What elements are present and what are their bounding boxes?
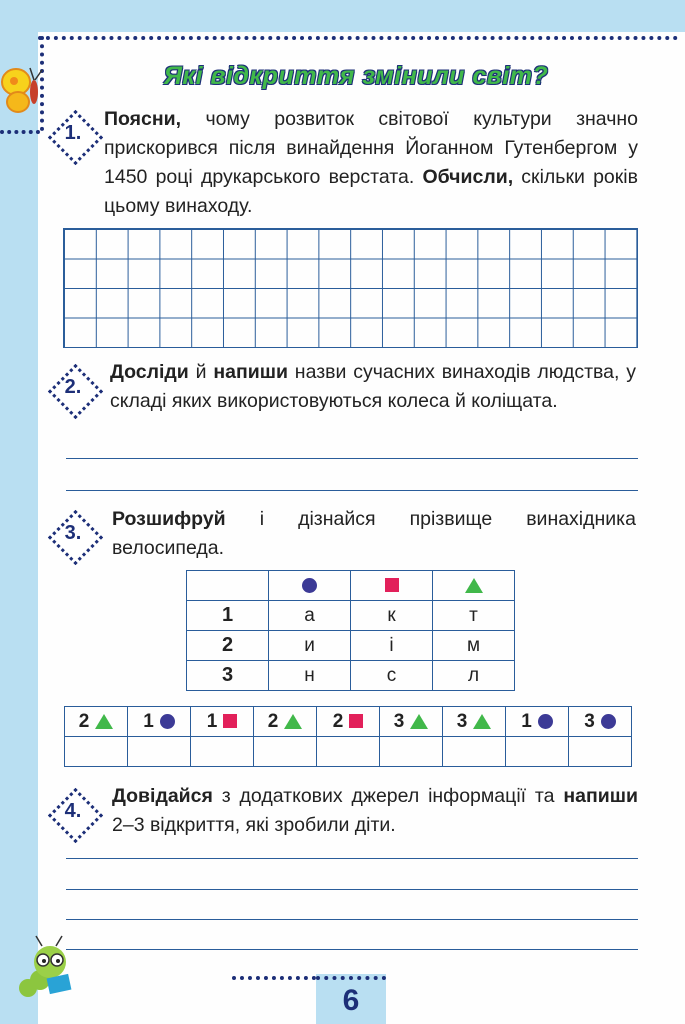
letter-answer-cell[interactable] xyxy=(65,737,128,767)
code-row xyxy=(65,707,632,737)
cipher-cell: м xyxy=(433,631,515,661)
cipher-cell: н xyxy=(269,661,351,691)
answer-line[interactable] xyxy=(66,949,638,950)
code-cell xyxy=(65,707,128,737)
calculation-grid[interactable] xyxy=(63,228,638,348)
letter-answer-cell[interactable] xyxy=(569,737,632,767)
square-icon xyxy=(223,714,237,728)
cipher-header-empty xyxy=(187,571,269,601)
cipher-row-key: 3 xyxy=(187,661,269,691)
square-icon xyxy=(385,578,399,592)
letter-answer-cell[interactable] xyxy=(254,737,317,767)
triangle-icon xyxy=(284,714,302,729)
cipher-cell: і xyxy=(351,631,433,661)
letter-answer-cell[interactable] xyxy=(317,737,380,767)
letter-answer-cell[interactable] xyxy=(380,737,443,767)
code-number: 2 xyxy=(332,710,344,732)
letter-answer-cell[interactable] xyxy=(506,737,569,767)
code-cell xyxy=(191,707,254,737)
cipher-row-key: 1 xyxy=(187,601,269,631)
cipher-cell: и xyxy=(269,631,351,661)
letter-answer-cell[interactable] xyxy=(191,737,254,767)
cipher-header-square xyxy=(351,571,433,601)
task-2-text: Досліди й напиши назви сучасних винаходів людства, у складі яких використовуються колеса й коліщата. xyxy=(110,361,636,412)
code-cell xyxy=(569,707,632,737)
answer-line[interactable] xyxy=(66,889,638,890)
cipher-cell: к xyxy=(351,601,433,631)
task-3-text: Розшифруй і дізнайся прізвище винахідника велосипеда. xyxy=(112,508,636,559)
code-number: 1 xyxy=(521,710,532,732)
cipher-table xyxy=(186,570,515,691)
circle-icon xyxy=(160,714,175,729)
task-2-badge: 2. xyxy=(50,366,96,412)
circle-icon xyxy=(601,714,616,729)
code-cell xyxy=(443,707,506,737)
cipher-cell: л xyxy=(433,661,515,691)
circle-icon xyxy=(302,578,317,593)
answer-line[interactable] xyxy=(66,858,638,859)
code-cell xyxy=(506,707,569,737)
decorative-dotted-border-side xyxy=(0,130,40,134)
code-number: 3 xyxy=(456,710,468,732)
answer-line[interactable] xyxy=(66,458,638,459)
decorative-dotted-border-page xyxy=(316,976,386,980)
code-number: 1 xyxy=(143,710,154,732)
code-cell xyxy=(380,707,443,737)
answer-line[interactable] xyxy=(66,919,638,920)
code-number: 3 xyxy=(393,710,405,732)
code-cell xyxy=(128,707,191,737)
triangle-icon xyxy=(410,714,428,729)
code-cell xyxy=(317,707,380,737)
triangle-icon xyxy=(465,578,483,593)
code-number: 2 xyxy=(78,710,90,732)
page-number: 6 xyxy=(342,984,360,1017)
code-number: 2 xyxy=(267,710,279,732)
cipher-header-triangle xyxy=(433,571,515,601)
answer-line[interactable] xyxy=(66,490,638,491)
circle-icon xyxy=(538,714,553,729)
cipher-header-circle xyxy=(269,571,351,601)
decode-answer-table xyxy=(64,706,632,767)
task-1-badge: 1. xyxy=(50,112,96,158)
cipher-cell: т xyxy=(433,601,515,631)
page-title: Які відкриття змінили світ? xyxy=(163,62,549,90)
task-4-badge: 4. xyxy=(50,790,96,836)
butterfly-icon xyxy=(0,62,50,118)
task-4-text: Довідайся з додаткових джерел інформації та напиши 2–3 відкриття, які зробили діти. xyxy=(112,785,638,836)
code-number: 3 xyxy=(584,710,595,732)
task-1-text: Поясни, чому розвиток світової культури значно прискорився після винайдення Йоганном Гутенбергом у 1450 році друкарського верстата. Обчисли, скільки років цьому винаходу. xyxy=(104,108,638,217)
cipher-row-key: 2 xyxy=(187,631,269,661)
square-icon xyxy=(349,714,363,728)
triangle-icon xyxy=(473,714,491,729)
decorative-dotted-border-bottom xyxy=(232,976,316,980)
letter-answer-cell[interactable] xyxy=(443,737,506,767)
cipher-cell: а xyxy=(269,601,351,631)
cipher-cell: с xyxy=(351,661,433,691)
triangle-icon xyxy=(95,714,113,729)
decorative-dotted-border xyxy=(38,36,678,40)
code-number: 1 xyxy=(206,710,218,732)
caterpillar-reading-icon xyxy=(14,934,84,998)
code-cell xyxy=(254,707,317,737)
task-3-badge: 3. xyxy=(50,512,96,558)
answer-row xyxy=(65,737,632,767)
letter-answer-cell[interactable] xyxy=(128,737,191,767)
